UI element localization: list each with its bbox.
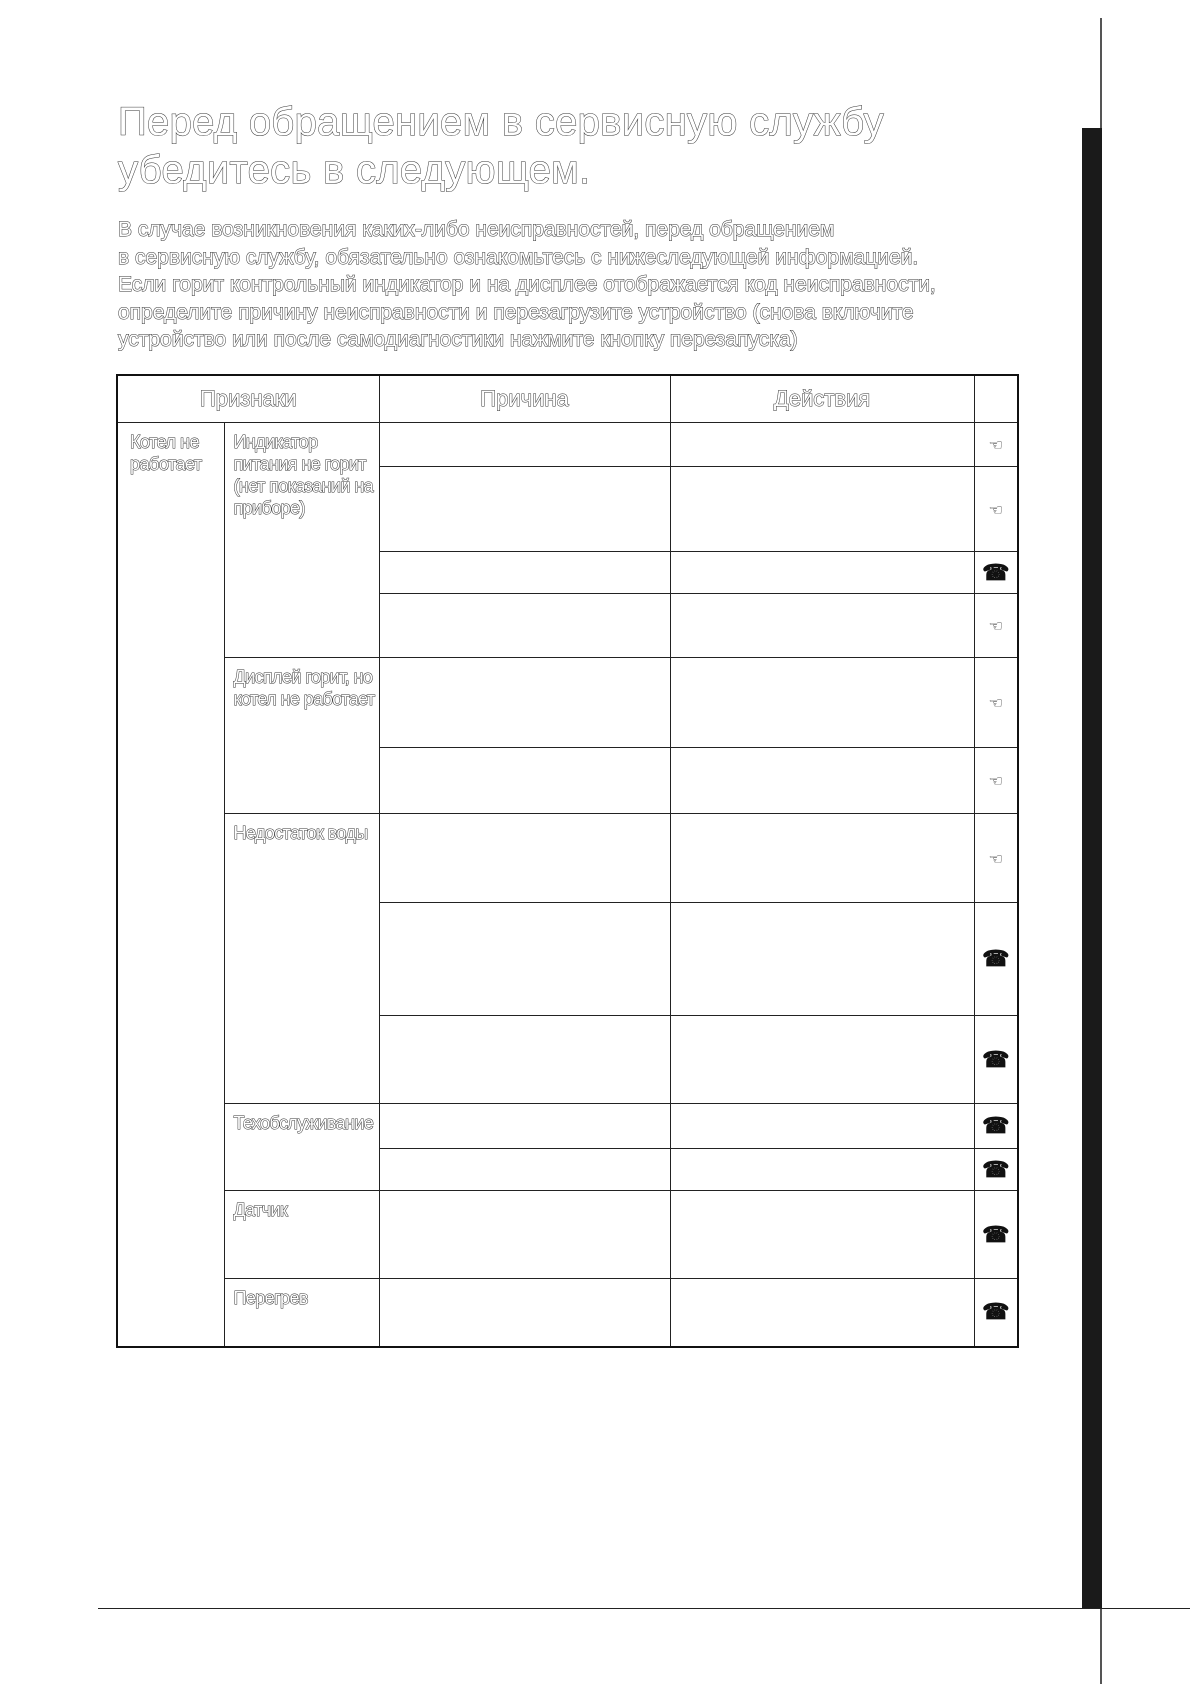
title-line-2: убедитесь в следующем.: [118, 148, 591, 192]
icon-cell: [974, 1104, 1018, 1149]
cause-cell: [379, 423, 670, 467]
symptom-group: Недостаток воды: [224, 814, 379, 1104]
symptom-main: Котел не работает: [117, 423, 224, 1347]
cause-cell: [379, 1279, 670, 1347]
intro-line: В случае возникновения каких-либо неисправностей, перед обращением: [118, 218, 835, 241]
cause-cell: [379, 1149, 670, 1191]
table-row: [117, 423, 1018, 467]
page-title: [118, 98, 884, 194]
symptom-group: Техобслуживание: [224, 1104, 379, 1191]
table-row: [117, 814, 1018, 903]
telephone-icon: ☎: [982, 1221, 1010, 1247]
telephone-icon: ☎: [982, 1156, 1010, 1182]
cause-cell: [379, 1191, 670, 1279]
hand-pointing-icon: ☜: [988, 618, 1004, 635]
action-cell: [670, 1016, 974, 1104]
hand-pointing-icon: ☜: [988, 501, 1004, 519]
telephone-icon: ☎: [982, 559, 1010, 585]
icon-cell: [974, 1191, 1018, 1279]
hand-pointing-icon: ☜: [988, 437, 1004, 454]
icon-cell: [974, 594, 1018, 658]
table-header-row: [117, 375, 1018, 423]
symptom-group: Датчик: [224, 1191, 379, 1279]
footer-rule: [98, 1608, 1190, 1609]
icon-cell: [974, 1149, 1018, 1191]
action-cell: [670, 748, 974, 814]
action-cell: [670, 594, 974, 658]
action-cell: [670, 423, 974, 467]
icon-cell: [974, 748, 1018, 814]
cause-cell: [379, 552, 670, 594]
icon-cell: [974, 552, 1018, 594]
icon-cell: [974, 903, 1018, 1016]
icon-cell: [974, 467, 1018, 552]
cause-cell: [379, 1104, 670, 1149]
action-cell: [670, 552, 974, 594]
action-cell: [670, 1279, 974, 1347]
icon-cell: [974, 1279, 1018, 1347]
intro-line: Если горит контрольный индикатор и на дисплее отображается код неисправности,: [118, 273, 936, 296]
hand-pointing-icon: ☜: [988, 850, 1004, 868]
telephone-icon: ☎: [982, 946, 1010, 971]
hand-pointing-icon: ☜: [988, 695, 1004, 712]
telephone-icon: ☎: [982, 1046, 1010, 1072]
action-cell: [670, 1149, 974, 1191]
intro-line: устройство или после самодиагностики нажмите кнопку перезапуска): [118, 328, 798, 351]
title-line-1: Перед обращением в сервисную службу: [118, 100, 884, 144]
header-cause: Причина: [379, 375, 670, 423]
intro-line: определите причину неисправности и перезагрузите устройство (снова включите: [118, 300, 914, 324]
cause-cell: [379, 467, 670, 552]
table-row: [117, 1104, 1018, 1149]
table-row: [117, 1279, 1018, 1347]
icon-cell: [974, 1016, 1018, 1104]
symptom-group: Дисплей горит, но котел не работает: [224, 658, 379, 814]
cause-cell: [379, 903, 670, 1016]
section-tab-bar: [1082, 128, 1102, 1608]
action-cell: [670, 903, 974, 1016]
header-actions: Действия: [670, 375, 974, 423]
table-row: [117, 1191, 1018, 1279]
icon-cell: [974, 423, 1018, 467]
icon-cell: [974, 658, 1018, 748]
telephone-icon: ☎: [982, 1113, 1010, 1138]
action-cell: [670, 1104, 974, 1149]
icon-cell: [974, 814, 1018, 903]
telephone-icon: ☎: [982, 1299, 1010, 1325]
cause-cell: [379, 658, 670, 748]
troubleshooting-table: [116, 374, 1019, 1348]
action-cell: [670, 1191, 974, 1279]
intro-paragraph: [118, 216, 1078, 354]
action-cell: [670, 814, 974, 903]
header-symptoms: Признаки: [117, 375, 379, 423]
action-cell: [670, 467, 974, 552]
header-icon-column: [974, 375, 1018, 423]
cause-cell: [379, 594, 670, 658]
cause-cell: [379, 748, 670, 814]
symptom-group: Перегрев: [224, 1279, 379, 1347]
symptom-group: Индикатор питания не горит (нет показаний на приборе): [224, 423, 379, 658]
cause-cell: [379, 814, 670, 903]
action-cell: [670, 658, 974, 748]
table-row: [117, 658, 1018, 748]
cause-cell: [379, 1016, 670, 1104]
hand-pointing-icon: ☜: [988, 773, 1004, 790]
intro-line: в сервисную службу, обязательно ознакомьтесь с нижеследующей информацией.: [118, 245, 919, 269]
